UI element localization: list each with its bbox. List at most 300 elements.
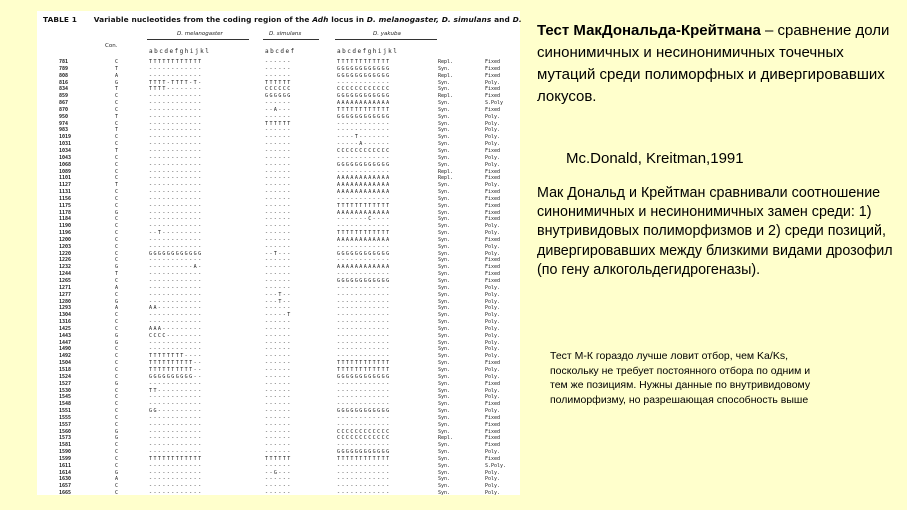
cell-yak: ------------ — [337, 476, 391, 483]
cell-yak: AAAAAAAAAAAA — [337, 189, 391, 196]
cell-fix: Poly. — [485, 134, 501, 141]
cell-sim: ---T-- — [265, 298, 292, 305]
cell-yak: ------------ — [337, 223, 391, 230]
cell-fix: Fixed — [485, 72, 501, 79]
cell-fix: Fixed — [485, 414, 501, 421]
cell-rep: Syn. — [438, 373, 451, 380]
cell-pos: 1447 — [59, 339, 72, 346]
cell-pos: 808 — [59, 72, 69, 79]
cell-sim: ------ — [265, 147, 292, 154]
cell-mel: ------------ — [149, 414, 203, 421]
cell-yak: ------------ — [337, 414, 391, 421]
cell-yak: CCCCCCCCCCCC — [337, 435, 391, 442]
melanogaster-columns: abcdefghijkl — [149, 48, 211, 55]
cell-mel: ------------ — [149, 154, 203, 161]
cell-pos: 1244 — [59, 271, 72, 278]
cell-pos: 1530 — [59, 387, 72, 394]
cell-mel: ------------ — [149, 428, 203, 435]
table-caption: TABLE 1 Variable nucleotides from the coding region of the Adh locus in D. melanogaster, D. simulans and D. — [43, 15, 522, 24]
cell-sim: ------ — [265, 442, 292, 449]
cell-fix: Poly. — [485, 182, 501, 189]
cell-yak: ------------ — [337, 127, 391, 134]
cell-rep: Syn. — [438, 120, 451, 127]
cell-rep: Syn. — [438, 154, 451, 161]
cell-mel: ------------ — [149, 469, 203, 476]
cell-rep: Syn. — [438, 189, 451, 196]
cell-sim: TTTTTT — [265, 79, 292, 86]
cell-sim: ------ — [265, 435, 292, 442]
cell-mel: ------------ — [149, 72, 203, 79]
cell-mel: ------------ — [149, 127, 203, 134]
cell-pos: 781 — [59, 59, 69, 65]
cell-fix: Fixed — [485, 216, 501, 223]
slide-title — [537, 20, 903, 108]
cell-mel: TT---------- — [149, 387, 203, 394]
group-rule — [263, 39, 319, 40]
cell-sim: ------ — [265, 243, 292, 250]
cell-con: G — [115, 79, 119, 86]
cell-mel: ------------ — [149, 339, 203, 346]
cell-pos: 1657 — [59, 483, 72, 490]
cell-pos: 1031 — [59, 141, 72, 148]
cell-sim: ------ — [265, 271, 292, 278]
cell-mel: ------------ — [149, 175, 203, 182]
cell-mel: ------------ — [149, 223, 203, 230]
cell-rep: Syn. — [438, 134, 451, 141]
cell-con: C — [115, 408, 119, 415]
cell-fix: Poly. — [485, 154, 501, 161]
cell-pos: 1524 — [59, 373, 72, 380]
cell-rep: Syn. — [438, 127, 451, 134]
cell-rep: Syn. — [438, 428, 451, 435]
cell-pos: 1203 — [59, 243, 72, 250]
cell-rep: Syn. — [438, 305, 451, 312]
cell-sim: ------ — [265, 380, 292, 387]
cell-con: C — [115, 442, 119, 449]
cell-mel: ------------ — [149, 106, 203, 113]
cell-mel: ------------ — [149, 380, 203, 387]
cell-con: T — [115, 65, 119, 72]
cell-rep: Syn. — [438, 106, 451, 113]
cell-sim: ------ — [265, 161, 292, 168]
cell-con: C — [115, 394, 119, 401]
cell-mel: ------------ — [149, 312, 203, 319]
cell-yak: ------------ — [337, 339, 391, 346]
cell-fix: Poly. — [485, 394, 501, 401]
cell-sim: --G--- — [265, 469, 292, 476]
cell-pos: 1581 — [59, 442, 72, 449]
cell-fix: Poly. — [485, 79, 501, 86]
cell-yak: ------------ — [337, 387, 391, 394]
cell-pos: 1518 — [59, 366, 72, 373]
cell-mel: ------------ — [149, 401, 203, 408]
cell-sim: GGGGGG — [265, 93, 292, 100]
cell-con: G — [115, 332, 119, 339]
cell-mel: ------------ — [149, 298, 203, 305]
cell-rep: Syn. — [438, 257, 451, 264]
cell-mel: ------------ — [149, 120, 203, 127]
cell-mel: ------------ — [149, 284, 203, 291]
slide-title-rest: – сравнение доли синонимичных и несинонимичных точечных мутаций среди полиморфных и дивергировавших локусов. — [537, 22, 890, 105]
group-rule — [335, 39, 437, 40]
cell-con: C — [115, 360, 119, 367]
cell-sim: ------ — [265, 223, 292, 230]
cell-fix: Fixed — [485, 86, 501, 93]
cell-con: C — [115, 373, 119, 380]
cell-pos: 1175 — [59, 202, 72, 209]
cell-fix: Fixed — [485, 175, 501, 182]
cell-mel: ----------A- — [149, 264, 203, 271]
cell-pos: 1019 — [59, 134, 72, 141]
cell-mel: GG---------- — [149, 408, 203, 415]
cell-rep: Syn. — [438, 113, 451, 120]
cell-rep: Syn. — [438, 401, 451, 408]
cell-mel: TTTTTTTTTTTT — [149, 59, 203, 65]
cell-mel: TTTTTTTTTTTT — [149, 455, 203, 462]
cell-fix: Poly. — [485, 332, 501, 339]
cell-mel: ------------ — [149, 202, 203, 209]
cell-rep: Syn. — [438, 284, 451, 291]
cell-rep: Syn. — [438, 243, 451, 250]
cell-pos: 1304 — [59, 312, 72, 319]
cell-fix: Fixed — [485, 257, 501, 264]
cell-yak: ------------ — [337, 346, 391, 353]
cell-mel: ------------ — [149, 490, 203, 497]
cell-pos: 974 — [59, 120, 69, 127]
cell-con: C — [115, 483, 119, 490]
cell-pos: 1178 — [59, 209, 72, 216]
cell-fix: Poly. — [485, 223, 501, 230]
cell-con: C — [115, 455, 119, 462]
cell-mel: ------------ — [149, 195, 203, 202]
cell-rep: Syn. — [438, 312, 451, 319]
cell-con: G — [115, 469, 119, 476]
cell-fix: Poly. — [485, 161, 501, 168]
cell-mel: ------------ — [149, 291, 203, 298]
cell-rep: Syn. — [438, 455, 451, 462]
cell-con: C — [115, 236, 119, 243]
cell-yak: ----T------- — [337, 134, 391, 141]
cell-con: A — [115, 284, 119, 291]
cell-con: C — [115, 414, 119, 421]
cell-sim: ------ — [265, 449, 292, 456]
cell-yak: ------------ — [337, 442, 391, 449]
cell-rep: Syn. — [438, 100, 451, 107]
cell-yak: ------------ — [337, 401, 391, 408]
cell-sim: ------ — [265, 387, 292, 394]
cell-pos: 1560 — [59, 428, 72, 435]
cell-mel: ------------ — [149, 147, 203, 154]
cell-sim: ------ — [265, 72, 292, 79]
cell-sim: ------ — [265, 284, 292, 291]
cell-fix: Fixed — [485, 380, 501, 387]
cell-sim: ------ — [265, 421, 292, 428]
cell-con: T — [115, 86, 119, 93]
cell-sim: ------ — [265, 230, 292, 237]
cell-sim: ------ — [265, 257, 292, 264]
cell-mel: CCCC-------- — [149, 332, 203, 339]
cell-sim: ------ — [265, 353, 292, 360]
cell-rep: Syn. — [438, 250, 451, 257]
cell-yak: ------------ — [337, 462, 391, 469]
cell-con: G — [115, 339, 119, 346]
cell-pos: 1557 — [59, 421, 72, 428]
cell-sim: ------ — [265, 100, 292, 107]
cell-rep: Syn. — [438, 264, 451, 271]
cell-sim: ------ — [265, 414, 292, 421]
cell-pos: 1527 — [59, 380, 72, 387]
cell-rep: Syn. — [438, 291, 451, 298]
cell-yak: GGGGGGGGGGGG — [337, 250, 391, 257]
cell-mel: AA---------- — [149, 305, 203, 312]
cell-mel: GGGGGGGGGG-- — [149, 373, 203, 380]
cell-sim: ------ — [265, 332, 292, 339]
cell-rep: Repl. — [438, 72, 454, 79]
cell-fix: Poly. — [485, 243, 501, 250]
cell-con: A — [115, 476, 119, 483]
cell-yak: ------------ — [337, 325, 391, 332]
cell-yak: AAAAAAAAAAAA — [337, 209, 391, 216]
cell-sim: ------ — [265, 127, 292, 134]
cell-pos: 1492 — [59, 353, 72, 360]
cell-sim: ------ — [265, 209, 292, 216]
cell-fix: Fixed — [485, 195, 501, 202]
cell-sim: ------ — [265, 175, 292, 182]
cell-con: C — [115, 366, 119, 373]
cell-fix: Poly. — [485, 305, 501, 312]
cell-fix: Fixed — [485, 65, 501, 72]
cell-fix: Fixed — [485, 236, 501, 243]
cell-pos: 1034 — [59, 147, 72, 154]
cell-pos: 1548 — [59, 401, 72, 408]
cell-yak: GGGGGGGGGGGG — [337, 113, 391, 120]
cell-sim: ------ — [265, 182, 292, 189]
cell-pos: 1232 — [59, 264, 72, 271]
cell-rep: Syn. — [438, 271, 451, 278]
cell-rep: Syn. — [438, 469, 451, 476]
cell-pos: 1425 — [59, 325, 72, 332]
cell-yak: CCCCCCCCCCCC — [337, 428, 391, 435]
cell-sim: ------ — [265, 476, 292, 483]
cell-pos: 1573 — [59, 435, 72, 442]
cell-con: T — [115, 182, 119, 189]
cell-mel: ------------ — [149, 483, 203, 490]
cell-rep: Syn. — [438, 182, 451, 189]
cell-pos: 1551 — [59, 408, 72, 415]
cell-yak: ------------ — [337, 380, 391, 387]
cell-fix: Poly. — [485, 339, 501, 346]
cell-fix: Fixed — [485, 168, 501, 175]
cell-mel: ------------ — [149, 319, 203, 326]
cell-rep: Syn. — [438, 353, 451, 360]
cell-fix: Fixed — [485, 435, 501, 442]
cell-con: C — [115, 100, 119, 107]
cell-fix: Poly. — [485, 113, 501, 120]
cell-fix: Fixed — [485, 360, 501, 367]
cell-fix: Fixed — [485, 401, 501, 408]
cell-yak: TTTTTTTTTTTT — [337, 230, 391, 237]
cell-mel: ------------ — [149, 161, 203, 168]
cell-con: C — [115, 319, 119, 326]
cell-con: C — [115, 216, 119, 223]
cell-con: C — [115, 230, 119, 237]
cell-yak: TTTTTTTTTTTT — [337, 360, 391, 367]
cell-rep: Syn. — [438, 141, 451, 148]
cell-fix: Poly. — [485, 319, 501, 326]
cell-fix: Fixed — [485, 278, 501, 284]
cell-rep: Syn. — [438, 394, 451, 401]
cell-sim: ------ — [265, 490, 292, 497]
cell-fix: S.Poly — [485, 100, 504, 107]
cell-pos: 1614 — [59, 469, 72, 476]
cell-pos: 1156 — [59, 195, 72, 202]
cell-pos: 1316 — [59, 319, 72, 326]
cell-yak: ------------ — [337, 79, 391, 86]
cell-pos: 789 — [59, 65, 69, 72]
cell-con: A — [115, 72, 119, 79]
cell-mel: ------------ — [149, 182, 203, 189]
cell-pos: 1665 — [59, 490, 72, 497]
cell-yak: TTTTTTTTTTTT — [337, 202, 391, 209]
cell-rep: Syn. — [438, 462, 451, 469]
cell-fix: Poly. — [485, 490, 501, 497]
cell-mel: ------------ — [149, 435, 203, 442]
cell-mel: ------------ — [149, 134, 203, 141]
cell-pos: 1590 — [59, 449, 72, 456]
cell-con: T — [115, 113, 119, 120]
cell-con: C — [115, 175, 119, 182]
cell-yak: TTTTTTTTTTTT — [337, 455, 391, 462]
cell-con: G — [115, 209, 119, 216]
cell-sim: ------ — [265, 236, 292, 243]
cell-mel: ------------ — [149, 65, 203, 72]
cell-fix: Poly. — [485, 230, 501, 237]
cell-mel: ------------ — [149, 243, 203, 250]
cell-fix: Fixed — [485, 106, 501, 113]
cell-pos: 1220 — [59, 250, 72, 257]
cell-rep: Syn. — [438, 346, 451, 353]
cell-rep: Syn. — [438, 319, 451, 326]
cell-mel: TTTT-TTTT-T- — [149, 79, 203, 86]
cell-fix: Fixed — [485, 189, 501, 196]
cell-fix: Fixed — [485, 442, 501, 449]
cell-sim: ------ — [265, 113, 292, 120]
cell-pos: 1443 — [59, 332, 72, 339]
cell-con: C — [115, 189, 119, 196]
cell-sim: --T--- — [265, 250, 292, 257]
cell-fix: Poly. — [485, 291, 501, 298]
cell-rep: Syn. — [438, 216, 451, 223]
cell-rep: Syn. — [438, 380, 451, 387]
cell-rep: Syn. — [438, 195, 451, 202]
cell-con: C — [115, 278, 119, 284]
cell-pos: 1611 — [59, 462, 72, 469]
cell-mel: GGGGGGGGGGGG — [149, 250, 203, 257]
cell-fix: Poly. — [485, 387, 501, 394]
cell-yak: CCCCCCCCCCCC — [337, 147, 391, 154]
cell-pos: 816 — [59, 79, 69, 86]
cell-rep: Repl. — [438, 168, 454, 175]
slide-title-bold: Тест МакДональда-Крейтмана — [537, 22, 761, 39]
cell-pos: 1293 — [59, 305, 72, 312]
cell-rep: Syn. — [438, 202, 451, 209]
cell-yak: AAAAAAAAAAAA — [337, 236, 391, 243]
cell-mel: ------------ — [149, 236, 203, 243]
cell-mel: TTTTTTTTTT-- — [149, 360, 203, 367]
cell-fix: Poly. — [485, 373, 501, 380]
cell-con: C — [115, 490, 119, 497]
cell-sim: ------ — [265, 65, 292, 72]
cell-mel: ------------ — [149, 100, 203, 107]
cell-sim: TTTTTT — [265, 120, 292, 127]
cell-pos: 1043 — [59, 154, 72, 161]
cell-pos: 1068 — [59, 161, 72, 168]
cell-mel: ------------ — [149, 271, 203, 278]
cell-mel: ------------ — [149, 189, 203, 196]
cell-fix: Poly. — [485, 284, 501, 291]
cell-pos: 1101 — [59, 175, 72, 182]
cell-pos: 1599 — [59, 455, 72, 462]
cell-con: C — [115, 325, 119, 332]
cell-sim: ------ — [265, 339, 292, 346]
cell-fix: Poly. — [485, 483, 501, 490]
cell-fix: Poly. — [485, 141, 501, 148]
cell-rep: Syn. — [438, 360, 451, 367]
cell-rep: Syn. — [438, 236, 451, 243]
cell-con: C — [115, 120, 119, 127]
cell-fix: Fixed — [485, 209, 501, 216]
cell-pos: 870 — [59, 106, 69, 113]
cell-rep: Syn. — [438, 298, 451, 305]
cell-fix: Fixed — [485, 421, 501, 428]
cell-rep: Syn. — [438, 230, 451, 237]
consensus-header: Con. — [105, 43, 118, 49]
cell-mel: ------------ — [149, 93, 203, 100]
cell-pos: 1131 — [59, 189, 72, 196]
cell-pos: 1280 — [59, 298, 72, 305]
cell-fix: S.Poly. — [485, 462, 507, 469]
cell-fix: Fixed — [485, 264, 501, 271]
cell-rep: Syn. — [438, 278, 451, 284]
description-paragraph: Мак Дональд и Крейтман сравнивали соотношение синонимичных и несинонимичных замен среди: 1) внутривидовых полиморфизмов и 2) среди позиций, дивергировавших между близкими видами дрозофил (по гену алкогольдегидрогеназы). — [537, 185, 893, 278]
cell-pos: 1190 — [59, 223, 72, 230]
cell-con: G — [115, 298, 119, 305]
cell-con: C — [115, 141, 119, 148]
cell-rep: Syn. — [438, 79, 451, 86]
cell-mel: ------------ — [149, 421, 203, 428]
group-header-yakuba: D. yakuba — [373, 31, 401, 37]
cell-fix: Poly. — [485, 476, 501, 483]
cell-pos: 859 — [59, 93, 69, 100]
cell-yak: GGGGGGGGGGGG — [337, 408, 391, 415]
cell-mel: ------------ — [149, 278, 203, 284]
cell-pos: 1277 — [59, 291, 72, 298]
cell-pos: 1271 — [59, 284, 72, 291]
cell-pos: 1226 — [59, 257, 72, 264]
cell-rep: Syn. — [438, 223, 451, 230]
cell-con: C — [115, 346, 119, 353]
cell-sim: --A--- — [265, 106, 292, 113]
cell-pos: 1184 — [59, 216, 72, 223]
cell-mel: ------------ — [149, 141, 203, 148]
cell-yak: GGGGGGGGGGGG — [337, 72, 391, 79]
cell-sim: ------ — [265, 360, 292, 367]
cell-sim: ------ — [265, 319, 292, 326]
group-header-simulans: D. simulans — [269, 31, 302, 37]
cell-con: C — [115, 93, 119, 100]
cell-mel: ------------ — [149, 209, 203, 216]
cell-yak: GGGGGGGGGGGG — [337, 65, 391, 72]
